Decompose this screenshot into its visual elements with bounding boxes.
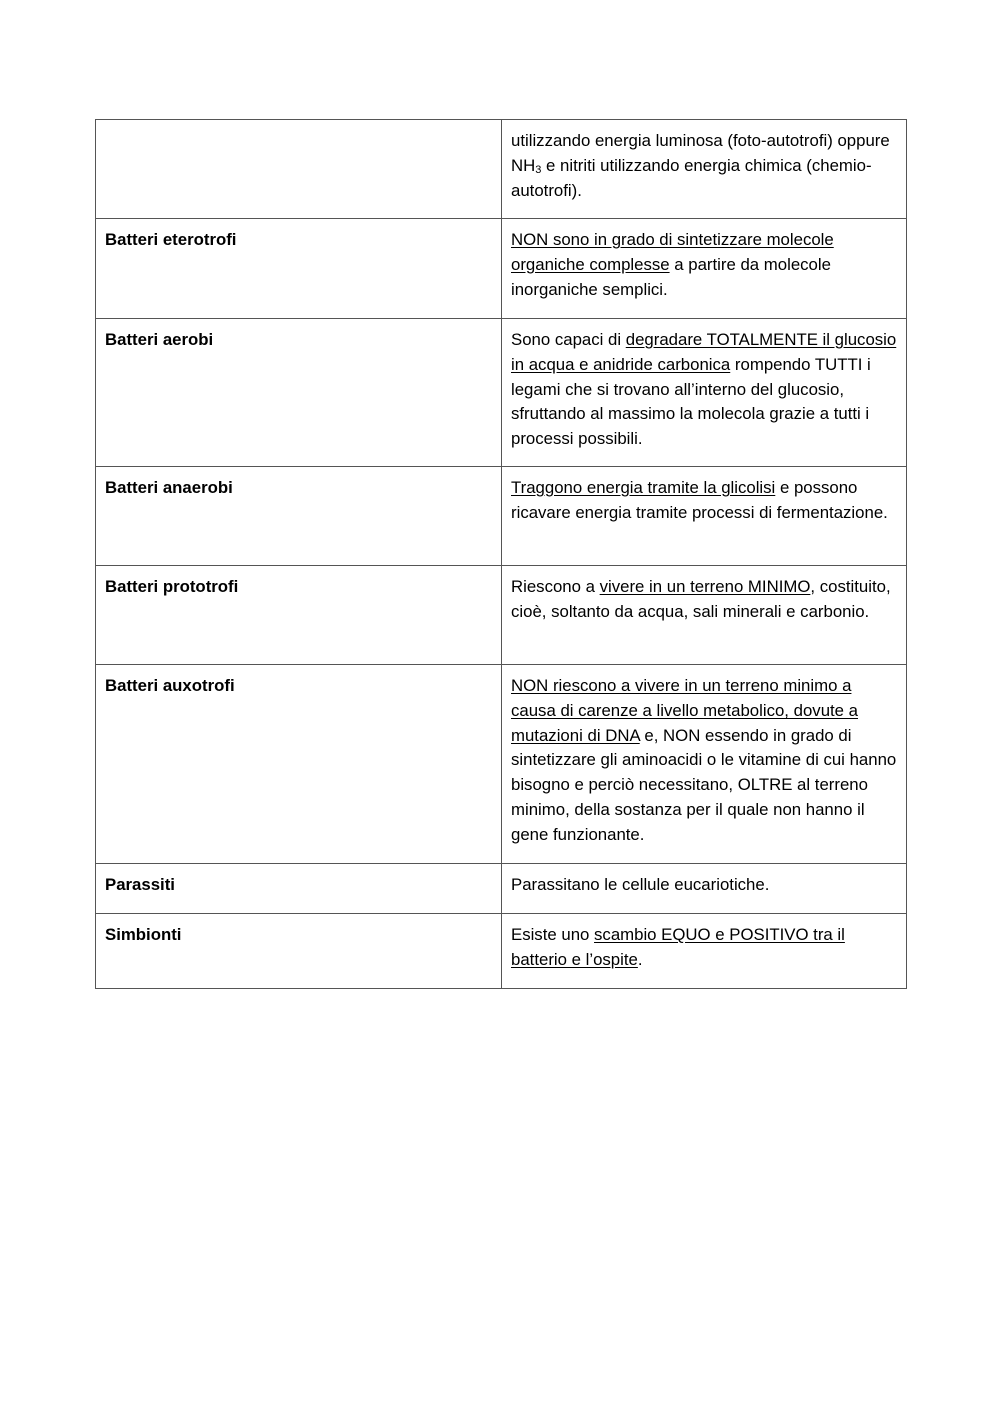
row-description (502, 665, 907, 864)
underlined-text: vivere in un terreno MINIMO (599, 577, 811, 596)
table-row (96, 319, 907, 467)
text-segment: , costituito, cioè, soltanto da acqua, sali minerali e carbonio. (511, 577, 891, 621)
table-row (96, 665, 907, 864)
underlined-text: NON sono in grado di sintetizzare molecole organiche complesse (511, 230, 834, 274)
underlined-text: scambio EQUO e POSITIVO tra il batterio e l’ospite (511, 925, 845, 969)
text-segment: rompendo TUTTI i legami che si trovano all’interno del glucosio, sfruttando al massimo la molecola grazie a tutti i processi possibili. (511, 354, 871, 449)
row-description (502, 914, 907, 989)
table-row (96, 467, 907, 566)
row-label (96, 120, 502, 219)
underlined-text: Traggono energia tramite la glicolisi (511, 478, 776, 497)
text-segment: e nitriti utilizzando energia chimica (chemio-autotrofi). (511, 155, 872, 200)
table-row (96, 864, 907, 914)
bacteria-classification-table (95, 119, 907, 989)
underlined-text: degradare TOTALMENTE il glucosio in acqua e anidride carbonica (511, 330, 897, 374)
row-label: Batteri anaerobi (96, 467, 502, 566)
text-segment: Parassitano le cellule eucariotiche. (511, 875, 770, 894)
row-description (502, 566, 907, 665)
row-label: Batteri auxotrofi (96, 665, 502, 864)
row-description (502, 467, 907, 566)
row-description (502, 219, 907, 319)
row-label: Batteri aerobi (96, 319, 502, 467)
table-row (96, 566, 907, 665)
text-segment: e, NON essendo in grado di sintetizzare gli aminoacidi o le vitamine di cui hanno bisogno e perciò necessitano, OLTRE al terreno minimo, della sostanza per il quale non hanno il gene funzionante. (511, 725, 897, 844)
table-row (96, 914, 907, 989)
row-description (502, 319, 907, 467)
row-description (502, 864, 907, 914)
row-label: Simbionti (96, 914, 502, 989)
text-segment: Sono capaci di (511, 330, 626, 349)
row-description (502, 120, 907, 219)
text-segment: . (637, 949, 643, 969)
text-segment: Riescono a (511, 577, 600, 596)
text-segment: a partire da molecole inorganiche semplici. (511, 254, 831, 299)
row-label: Batteri eterotrofi (96, 219, 502, 319)
underlined-text: NON riescono a vivere in un terreno minimo a causa di carenze a livello metabolico, dovute a mutazioni di DNA (511, 676, 859, 745)
subscript-text: 3 (535, 163, 542, 176)
table-body (96, 120, 907, 989)
table-row (96, 219, 907, 319)
row-label: Batteri prototrofi (96, 566, 502, 665)
text-segment: Esiste uno (511, 925, 595, 944)
text-segment: e possono ricavare energia tramite processi di fermentazione. (511, 478, 888, 522)
table-row (96, 120, 907, 219)
row-label: Parassiti (96, 864, 502, 914)
text-segment: utilizzando energia luminosa (foto-autotrofi) oppure NH (511, 131, 890, 175)
